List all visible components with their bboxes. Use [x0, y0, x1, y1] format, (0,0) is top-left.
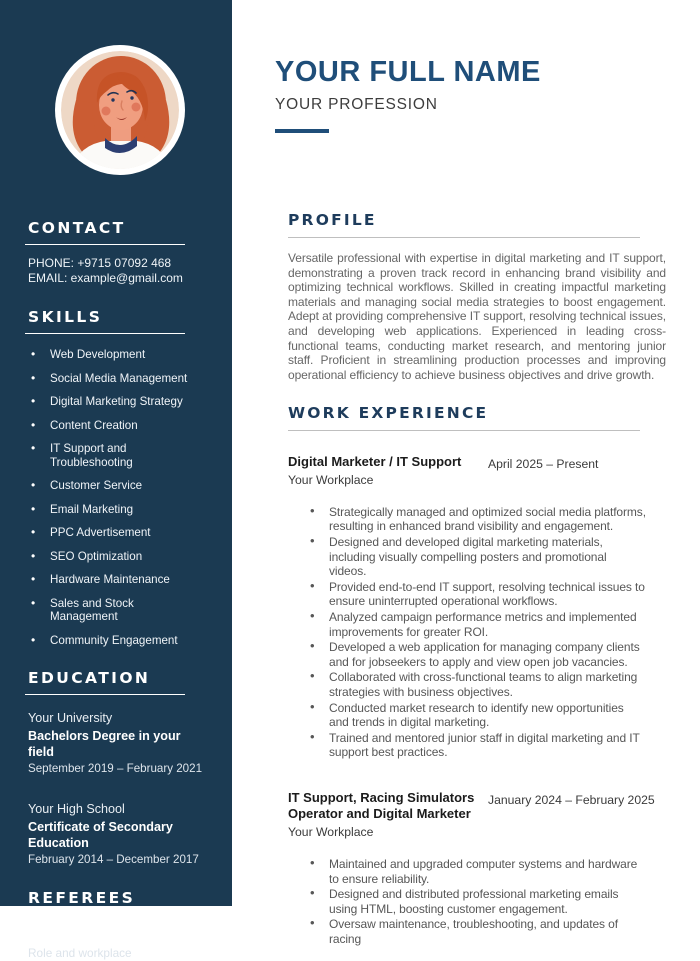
profession-subtitle: YOUR PROFESSION	[275, 96, 438, 113]
work-experience-title: WORK EXPERIENCE	[288, 404, 640, 431]
skill-item: • Customer Service	[28, 479, 204, 493]
profile-text: Versatile professional with expertise in digital marketing and IT support, demonstrating a proven track record in enhancing brand visibility and optimizing technical workflows. Skilled in creating impactful marketing materials and managing social media strategies to boost engagement. Adept at providing comprehensive IT support, resolving technical issues, and developing web applications. Experienced in leading cross-functional teams, conducting market research, and mentoring junior staff. Proficient in streamlining production processes and improving operational efficiency to achieve business objectives and drive growth.	[288, 251, 666, 382]
job-bullet: • Strategically managed and optimized social media platforms, resulting in enhanced brand visibility and engagement.	[310, 505, 646, 534]
contact-title: CONTACT	[25, 219, 185, 245]
skill-item: • PPC Advertisement	[28, 526, 204, 540]
school-name: Your University	[28, 711, 113, 725]
skill-item: • Web Development	[28, 348, 204, 362]
phone-line: PHONE: +9715 07092 468	[28, 256, 172, 270]
skill-item: • Community Engagement	[28, 634, 204, 648]
education-title: EDUCATION	[25, 669, 185, 695]
job-title: Digital Marketer / IT Support	[288, 454, 462, 470]
job-bullet: • Analyzed campaign performance metrics and implemented improvements for greater ROI.	[310, 610, 646, 639]
job-bullet: • Collaborated with cross-functional teams to align marketing strategies with business objectives.	[310, 670, 646, 699]
job-dates: January 2024 – February 2025	[488, 792, 655, 807]
degree-name: Certificate of Secondary Education	[28, 820, 173, 850]
job-entry	[288, 454, 670, 760]
job-company: Your Workplace	[288, 824, 374, 839]
skill-item: • Hardware Maintenance	[28, 573, 204, 587]
skill-item: • Sales and Stock Management	[28, 597, 204, 624]
education-dates: September 2019 – February 2021	[28, 762, 203, 775]
skill-item: • SEO Optimization	[28, 550, 204, 564]
job-bullet: • Developed a web application for managing company clients and for jobseekers to apply and view open job vacancies.	[310, 640, 646, 669]
email-line: EMAIL: example@gmail.com	[28, 271, 183, 285]
job-dates: April 2025 – Present	[488, 457, 599, 472]
school-name: Your High School	[28, 802, 125, 816]
referee-role: Role and workplace	[28, 946, 132, 960]
job-bullet: • Trained and mentored junior staff in digital marketing and IT support best practices.	[310, 731, 646, 760]
job-bullet: • Oversaw maintenance, troubleshooting, and updates of racing	[310, 917, 646, 946]
skills-section	[28, 308, 204, 647]
referee-name: Referee Name	[28, 929, 114, 944]
job-bullet-list	[288, 857, 670, 947]
referees-title: REFEREES	[25, 889, 185, 915]
sidebar	[0, 0, 232, 960]
skills-title: SKILLS	[25, 308, 185, 334]
job-bullet: • Designed and developed digital marketing materials, including visually compelling posters and promotional videos.	[310, 535, 646, 579]
job-bullet-list	[288, 505, 670, 760]
education-dates: February 2014 – December 2017	[28, 853, 199, 866]
job-title: IT Support, Racing Simulators Operator and Digital Marketer	[288, 789, 475, 822]
education-section	[28, 669, 204, 867]
contact-section	[28, 219, 204, 286]
profile-section	[288, 211, 670, 382]
main-column	[232, 0, 700, 946]
skill-item: • IT Support and Troubleshooting	[28, 442, 204, 469]
job-bullet: • Designed and distributed professional marketing emails using HTML, boosting customer engagement.	[310, 887, 646, 916]
skill-item: • Digital Marketing Strategy	[28, 395, 204, 409]
education-entry	[28, 710, 204, 776]
skill-item: • Email Marketing	[28, 503, 204, 517]
work-experience-section	[288, 404, 670, 946]
skills-list	[28, 348, 204, 647]
profile-title: PROFILE	[288, 211, 640, 238]
profile-photo	[55, 45, 185, 175]
education-entry	[28, 801, 204, 867]
job-header	[288, 454, 670, 488]
skill-item: • Social Media Management	[28, 372, 204, 386]
referees-section	[28, 889, 204, 961]
job-bullet: • Maintained and upgraded computer systems and hardware to ensure reliability.	[310, 857, 646, 886]
job-bullet: • Provided end-to-end IT support, resolving technical issues to ensure uninterrupted operational workflows.	[310, 580, 646, 609]
job-header	[288, 790, 670, 840]
avatar-illustration-icon	[55, 45, 185, 175]
skill-item: • Content Creation	[28, 419, 204, 433]
page-title-name: YOUR FULL NAME	[275, 56, 541, 88]
accent-bar	[275, 129, 329, 133]
job-entry	[288, 790, 670, 947]
referee-entry	[28, 929, 204, 961]
job-company: Your Workplace	[288, 472, 374, 487]
degree-name: Bachelors Degree in your field	[28, 729, 181, 759]
job-bullet: • Conducted market research to identify new opportunities and trends in digital marketing.	[310, 701, 646, 730]
